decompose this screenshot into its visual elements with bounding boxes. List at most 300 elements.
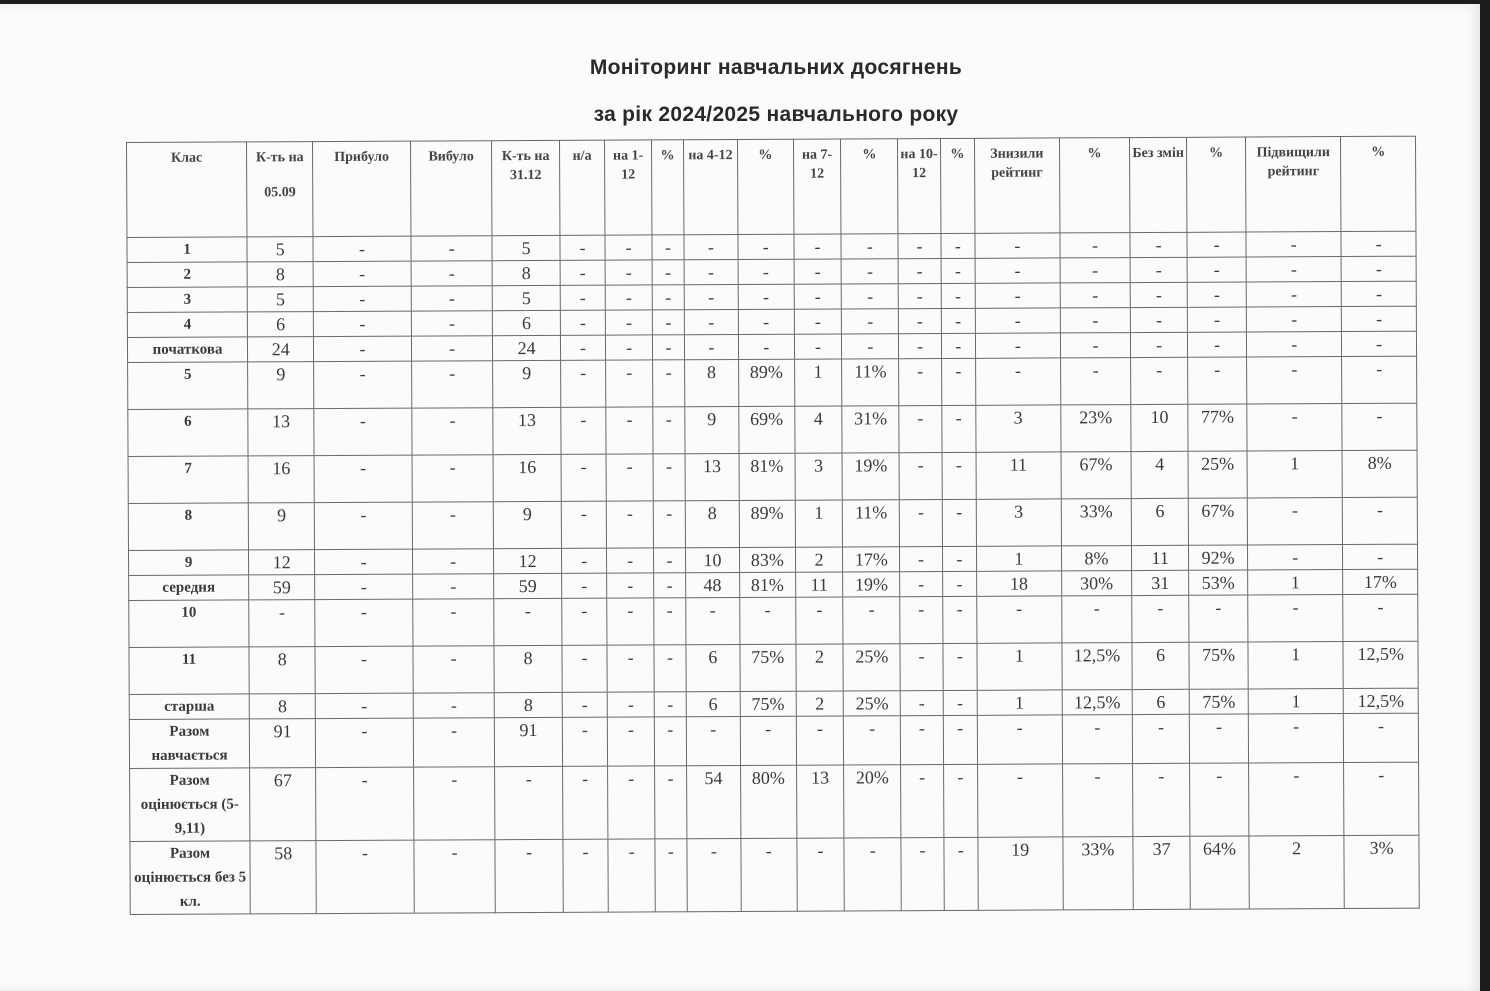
table-row: [128, 356, 1417, 409]
table-cell: 5: [492, 235, 559, 260]
table-cell: 6: [686, 692, 740, 717]
table-cell: -: [313, 236, 410, 261]
table-cell: 67%: [1188, 498, 1247, 545]
table-cell: -: [413, 767, 495, 840]
table-cell: -: [1060, 283, 1131, 308]
header-7-12: на 7-12: [793, 139, 841, 234]
table-cell: 8: [249, 647, 315, 694]
table-cell: -: [607, 598, 654, 645]
table-cell: 19%: [842, 453, 899, 500]
header-pct-5: %: [1059, 138, 1130, 233]
table-cell: -: [561, 501, 607, 548]
table-cell: -: [607, 501, 654, 548]
row-class-label: 5: [128, 362, 248, 410]
table-cell: -: [314, 336, 411, 361]
table-cell: 64%: [1190, 836, 1249, 909]
table-cell: 12,5%: [1062, 643, 1133, 690]
table-cell: -: [1188, 357, 1247, 404]
table-cell: 59: [249, 575, 315, 600]
table-cell: -: [794, 259, 842, 284]
table-cell: -: [1248, 714, 1343, 763]
header-left: Вибуло: [410, 141, 492, 236]
table-cell: -: [842, 284, 899, 309]
table-cell: -: [315, 646, 413, 693]
table-cell: -: [652, 310, 684, 335]
table-cell: -: [1131, 332, 1188, 357]
table-cell: 24: [493, 335, 560, 360]
table-cell: 8: [249, 694, 315, 719]
table-cell: 91: [495, 717, 563, 766]
table-row: [129, 641, 1418, 694]
table-cell: -: [794, 309, 842, 334]
table-cell: -: [652, 235, 684, 260]
table-cell: 67%: [1061, 452, 1132, 499]
table-cell: -: [1344, 762, 1419, 835]
table-cell: -: [741, 838, 797, 911]
table-cell: 3: [976, 499, 1061, 546]
table-row: [129, 713, 1418, 768]
table-cell: -: [899, 453, 942, 500]
table-cell: 4: [794, 406, 842, 453]
table-cell: -: [899, 359, 942, 406]
table-cell: -: [411, 286, 493, 311]
table-cell: -: [411, 311, 493, 336]
table-cell: 8%: [1342, 450, 1417, 497]
table-cell: 1: [1247, 451, 1342, 498]
table-cell: 1: [794, 359, 842, 406]
table-cell: -: [1344, 713, 1419, 762]
table-cell: -: [608, 766, 655, 839]
table-cell: -: [900, 691, 943, 716]
table-cell: -: [1248, 545, 1343, 570]
table-cell: 6: [247, 312, 313, 337]
header-10-12: на 10-12: [898, 139, 941, 234]
table-cell: -: [1247, 498, 1342, 545]
table-cell: -: [941, 308, 975, 333]
table-cell: -: [1187, 307, 1246, 332]
table-cell: 17%: [843, 547, 900, 572]
table-cell: -: [942, 596, 976, 643]
table-cell: -: [316, 693, 413, 718]
table-cell: -: [899, 334, 942, 359]
table-cell: -: [314, 311, 411, 336]
table-cell: 1: [795, 500, 843, 547]
table-cell: -: [314, 455, 412, 502]
header-count-start-date: 05.09: [264, 185, 296, 201]
table-cell: -: [684, 310, 738, 335]
table-cell: -: [606, 454, 653, 501]
table-cell: 1: [1248, 689, 1343, 714]
table-cell: -: [316, 840, 414, 913]
table-cell: -: [1060, 308, 1131, 333]
table-cell: -: [944, 837, 979, 910]
header-arrived: Прибуло: [313, 141, 411, 236]
table-cell: -: [315, 549, 412, 574]
table-cell: 3: [976, 405, 1061, 452]
row-class-label: 2: [127, 262, 247, 288]
table-cell: 12: [494, 548, 561, 573]
table-cell: -: [412, 549, 494, 574]
table-cell: -: [900, 500, 943, 547]
table-cell: -: [561, 407, 607, 454]
table-row: [128, 450, 1417, 503]
table-cell: -: [654, 766, 686, 839]
table-cell: -: [841, 234, 898, 259]
table-cell: -: [1189, 595, 1248, 642]
table-cell: -: [900, 572, 943, 597]
header-pct-7: %: [1341, 136, 1416, 231]
table-cell: -: [844, 838, 901, 911]
table-cell: -: [1188, 332, 1247, 357]
table-cell: -: [942, 571, 976, 596]
table-cell: 23%: [1061, 405, 1132, 452]
table-cell: -: [899, 309, 942, 334]
table-cell: -: [315, 574, 412, 599]
table-cell: 25%: [844, 691, 901, 716]
table-cell: -: [1246, 257, 1341, 282]
row-class-label: 10: [129, 600, 249, 648]
table-cell: -: [654, 598, 686, 645]
header-pct-3: %: [841, 139, 898, 234]
table-cell: 18: [976, 571, 1061, 596]
row-class-label: 1: [127, 237, 247, 263]
table-cell: 5: [247, 287, 313, 312]
table-cell: -: [738, 284, 794, 309]
table-cell: -: [1132, 595, 1189, 642]
table-cell: -: [1190, 763, 1249, 836]
table-cell: -: [653, 454, 685, 501]
table-cell: 24: [248, 337, 314, 362]
table-cell: -: [1189, 714, 1248, 763]
table-cell: -: [1343, 497, 1418, 544]
row-class-label: старша: [129, 694, 249, 720]
table-cell: -: [653, 573, 685, 598]
table-cell: -: [842, 334, 899, 359]
table-cell: -: [414, 840, 496, 913]
table-cell: -: [975, 333, 1060, 358]
table-cell: 12,5%: [1343, 688, 1418, 713]
table-cell: -: [654, 645, 686, 692]
table-cell: 20%: [844, 765, 901, 838]
table-cell: -: [900, 547, 943, 572]
table-row: [128, 497, 1417, 550]
table-cell: -: [561, 598, 607, 645]
table-cell: -: [606, 360, 653, 407]
table-cell: 4: [1131, 451, 1188, 498]
table-cell: 11%: [842, 359, 899, 406]
header-no-change: Без змін: [1130, 137, 1187, 232]
table-cell: -: [898, 259, 941, 284]
table-cell: -: [942, 546, 976, 571]
row-class-label: початкова: [127, 337, 247, 363]
table-cell: 8: [247, 262, 313, 287]
table-cell: -: [900, 644, 943, 691]
table-cell: -: [842, 309, 899, 334]
table-cell: -: [941, 283, 975, 308]
table-cell: 1: [1248, 570, 1343, 595]
table-cell: -: [413, 718, 495, 767]
table-cell: -: [687, 839, 741, 912]
table-cell: -: [943, 764, 978, 837]
table-cell: 6: [1131, 498, 1188, 545]
header-klas: Клас: [127, 142, 248, 238]
table-cell: -: [652, 260, 684, 285]
table-cell: -: [943, 643, 977, 690]
table-cell: -: [495, 766, 563, 839]
table-cell: -: [1187, 282, 1246, 307]
table-cell: -: [413, 646, 495, 693]
table-cell: -: [1342, 403, 1417, 450]
header-count-start: [247, 142, 314, 237]
table-cell: 83%: [739, 547, 795, 572]
table-cell: -: [684, 260, 738, 285]
table-cell: -: [795, 597, 843, 644]
table-cell: -: [316, 718, 414, 767]
table-cell: -: [606, 335, 653, 360]
table-cell: -: [316, 767, 414, 840]
table-cell: 80%: [740, 765, 796, 838]
header-pct-2: %: [737, 139, 793, 234]
table-cell: -: [797, 838, 845, 911]
table-cell: -: [1246, 307, 1341, 332]
table-cell: -: [314, 361, 412, 408]
table-cell: -: [941, 233, 975, 258]
table-cell: -: [608, 839, 655, 912]
table-cell: -: [1342, 306, 1417, 331]
table-cell: 13: [685, 454, 739, 501]
table-cell: -: [943, 690, 977, 715]
table-cell: 2: [796, 644, 844, 691]
row-class-label: Разом оцінюється (5-9,11): [130, 768, 250, 842]
table-cell: -: [977, 596, 1062, 643]
table-cell: 77%: [1188, 404, 1247, 451]
table-cell: 2: [796, 691, 844, 716]
table-cell: 10: [685, 548, 739, 573]
row-class-label: середня: [129, 575, 249, 601]
table-cell: 91: [249, 719, 315, 768]
table-cell: -: [1249, 763, 1345, 836]
table-cell: 6: [686, 645, 740, 692]
table-cell: -: [653, 407, 685, 454]
document-title: Моніторинг навчальних досягнень: [589, 56, 963, 79]
header-1-12: на 1-12: [605, 140, 652, 235]
table-cell: -: [313, 261, 410, 286]
table-cell: 16: [248, 456, 314, 503]
table-cell: 8: [685, 501, 739, 548]
table-cell: -: [975, 358, 1060, 405]
table-cell: 9: [248, 503, 314, 550]
table-cell: -: [1133, 763, 1190, 836]
table-cell: 6: [1132, 689, 1189, 714]
table-cell: 13: [248, 409, 314, 456]
table-cell: -: [605, 235, 652, 260]
table-cell: 5: [247, 237, 313, 262]
table-cell: -: [654, 692, 686, 717]
table-cell: 11: [976, 452, 1061, 499]
table-cell: -: [653, 501, 685, 548]
table-cell: -: [1341, 256, 1416, 281]
table-cell: 33%: [1061, 499, 1132, 546]
table-cell: -: [560, 360, 606, 407]
row-class-label: 7: [128, 456, 248, 504]
header-pct-6: %: [1187, 137, 1246, 232]
table-cell: -: [900, 597, 943, 644]
table-cell: -: [411, 408, 493, 455]
table-row: [129, 594, 1418, 647]
table-cell: 89%: [738, 359, 794, 406]
table-cell: 12: [249, 550, 315, 575]
table-cell: -: [941, 358, 975, 405]
table-cell: -: [412, 455, 494, 502]
table-cell: -: [794, 284, 842, 309]
table-cell: -: [684, 285, 738, 310]
table-cell: -: [844, 716, 901, 765]
table-cell: -: [412, 574, 494, 599]
table-cell: -: [1060, 258, 1131, 283]
table-cell: -: [1247, 332, 1342, 357]
table-cell: -: [1060, 358, 1131, 405]
table-cell: -: [738, 309, 794, 334]
table-cell: 8: [685, 360, 739, 407]
table-cell: 75%: [1189, 642, 1248, 689]
table-cell: -: [1343, 594, 1418, 641]
monitoring-table: [126, 136, 1420, 915]
table-cell: -: [1246, 282, 1341, 307]
table-cell: -: [654, 717, 686, 766]
table-cell: -: [1187, 257, 1246, 282]
table-cell: -: [1060, 333, 1131, 358]
table-cell: -: [941, 333, 975, 358]
header-4-12: на 4-12: [683, 140, 737, 235]
table-cell: -: [738, 259, 794, 284]
table-cell: -: [1342, 331, 1417, 356]
table-cell: -: [562, 766, 608, 839]
table-cell: 1: [976, 546, 1061, 571]
table-cell: -: [607, 645, 654, 692]
table-cell: -: [560, 260, 606, 285]
header-pct-1: %: [651, 140, 684, 235]
table-cell: 13: [796, 765, 844, 838]
table-cell: 59: [494, 573, 561, 598]
table-cell: 81%: [739, 572, 795, 597]
table-body: [127, 231, 1419, 914]
table-cell: -: [411, 261, 493, 286]
table-cell: 5: [493, 285, 560, 310]
table-cell: 16: [493, 454, 561, 501]
table-cell: -: [315, 599, 413, 646]
table-cell: -: [901, 838, 944, 911]
table-cell: -: [562, 692, 608, 717]
table-cell: -: [684, 235, 738, 260]
row-class-label: 6: [128, 409, 248, 457]
table-cell: -: [1131, 357, 1188, 404]
table-cell: -: [899, 406, 942, 453]
table-cell: -: [1187, 232, 1246, 257]
table-cell: 33%: [1063, 837, 1134, 910]
table-cell: -: [942, 452, 976, 499]
table-cell: 8: [493, 260, 560, 285]
table-cell: -: [562, 717, 608, 766]
table-cell: 67: [250, 768, 317, 841]
table-cell: 48: [686, 573, 740, 598]
table-cell: 8: [495, 692, 562, 717]
table-cell: -: [560, 285, 606, 310]
table-cell: -: [605, 260, 652, 285]
table-cell: 37: [1133, 836, 1190, 909]
table-cell: -: [411, 336, 493, 361]
table-cell: 17%: [1343, 569, 1418, 594]
table-cell: -: [941, 258, 975, 283]
table-cell: -: [412, 599, 494, 646]
table-cell: -: [1247, 357, 1342, 404]
table-cell: 6: [493, 310, 560, 335]
table-cell: -: [652, 360, 684, 407]
table-cell: -: [684, 335, 738, 360]
table-cell: 11%: [843, 500, 900, 547]
table-cell: -: [1341, 231, 1416, 256]
table-cell: -: [655, 839, 687, 912]
table-cell: -: [686, 717, 740, 766]
row-class-label: Разом навчається: [129, 719, 249, 769]
table-cell: -: [411, 236, 493, 261]
table-cell: -: [314, 286, 411, 311]
table-cell: 11: [1132, 545, 1189, 570]
table-cell: -: [1062, 715, 1133, 764]
table-cell: 1: [1248, 642, 1343, 689]
table-row: [128, 403, 1417, 456]
table-cell: -: [608, 717, 655, 766]
header-na: н/а: [559, 140, 605, 235]
table-cell: 9: [248, 362, 314, 409]
table-cell: -: [898, 234, 941, 259]
table-cell: -: [607, 548, 654, 573]
table-cell: -: [412, 502, 494, 549]
table-cell: -: [794, 334, 842, 359]
table-cell: -: [494, 598, 562, 645]
header-count-end: К-ть на 31.12: [492, 140, 560, 235]
table-cell: -: [607, 573, 654, 598]
table-cell: -: [1130, 307, 1187, 332]
table-cell: -: [975, 283, 1060, 308]
table-row: [130, 835, 1419, 914]
table-cell: -: [901, 716, 944, 765]
table-cell: -: [1343, 544, 1418, 569]
table-cell: -: [1060, 233, 1131, 258]
header-pct-4: %: [940, 138, 975, 233]
table-cell: -: [1061, 596, 1132, 643]
table-cell: -: [1062, 764, 1133, 837]
row-class-label: 11: [129, 647, 249, 695]
table-cell: -: [977, 764, 1062, 837]
table-cell: -: [975, 258, 1060, 283]
table-cell: -: [495, 839, 563, 912]
row-class-label: Разом оцінюється без 5 кл.: [130, 841, 250, 915]
table-cell: 31: [1132, 570, 1189, 595]
table-cell: -: [561, 548, 607, 573]
table-cell: -: [249, 600, 315, 647]
table-cell: -: [560, 235, 606, 260]
table-cell: -: [686, 598, 740, 645]
table-cell: 9: [494, 501, 562, 548]
row-class-label: 8: [128, 503, 248, 551]
table-cell: 75%: [740, 691, 796, 716]
table-cell: -: [561, 573, 607, 598]
table-cell: 19: [978, 837, 1063, 910]
table-cell: -: [1342, 281, 1417, 306]
table-cell: -: [413, 693, 495, 718]
table-cell: -: [943, 715, 977, 764]
table-header-row: [127, 136, 1416, 237]
